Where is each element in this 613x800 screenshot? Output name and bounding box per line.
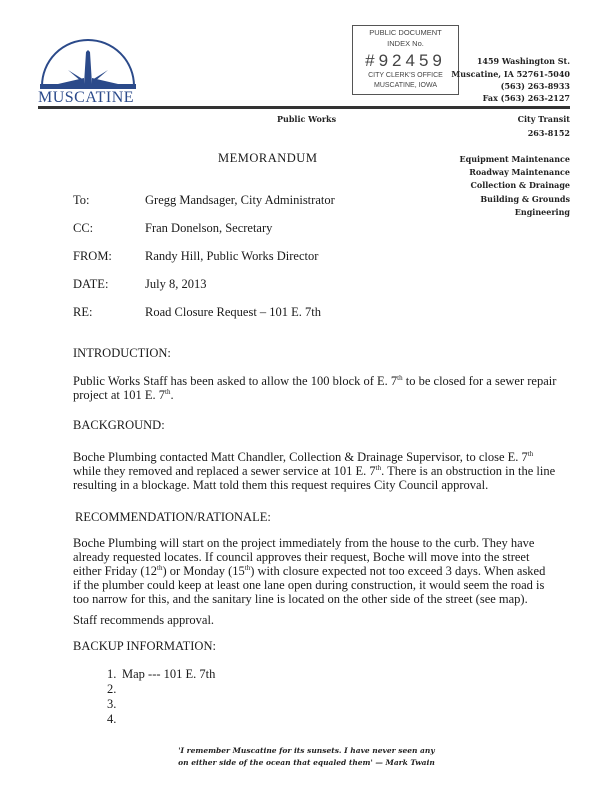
text: project at 101 E. 7 <box>73 388 165 402</box>
division: Collection & Drainage <box>470 180 570 190</box>
department-name: Public Works <box>277 114 337 124</box>
muscatine-logo-icon <box>38 34 138 94</box>
intro-line <box>73 374 556 389</box>
backup-item: Map --- 101 E. 7th <box>122 667 216 681</box>
background-line <box>73 464 555 479</box>
address-line: 1459 Washington St. <box>476 56 570 66</box>
stamp-line: PUBLIC DOCUMENT <box>369 28 442 37</box>
transit-label: City Transit <box>517 114 570 124</box>
intro-line <box>73 388 174 403</box>
field-label: FROM: <box>73 249 112 263</box>
phone: (563) 263-8933 <box>500 81 570 91</box>
transit-phone: 263-8152 <box>527 128 570 138</box>
header-rule <box>38 106 570 109</box>
backup-number: 1. <box>107 667 117 681</box>
date-value: July 8, 2013 <box>145 277 207 291</box>
text: while they removed and replaced a sewer service at 101 E. 7 <box>73 464 376 478</box>
address-line: Muscatine, IA 52761-5040 <box>451 69 570 79</box>
section-heading: INTRODUCTION: <box>73 346 171 360</box>
field-label: DATE: <box>73 277 109 291</box>
field-label: CC: <box>73 221 94 235</box>
section-heading: BACKUP INFORMATION: <box>73 639 216 653</box>
sup: th <box>527 450 534 458</box>
recommendation-line: already requested locates. If council approves their request, Boche will move into the street <box>73 550 530 564</box>
background-line: resulting in a blockage. Matt told them this request requires City Council approval. <box>73 478 489 492</box>
text: ) with closure expected not too exceed 3 days. When asked <box>250 564 546 578</box>
footer-quote: 'I remember Muscatine for its sunsets. I have never seen any <box>178 746 435 755</box>
fax: Fax (563) 263-2127 <box>482 93 570 103</box>
section-heading: RECOMMENDATION/RATIONALE: <box>75 510 271 524</box>
division: Equipment Maintenance <box>459 154 570 164</box>
field-label: RE: <box>73 305 93 319</box>
text: . There is an obstruction in the line <box>381 464 556 478</box>
backup-number: 2. <box>107 682 117 696</box>
recommendation-line: too narrow for this, and the sanitary line is located on the other side of the street (see map). <box>73 592 528 606</box>
re-value: Road Closure Request – 101 E. 7th <box>145 305 322 319</box>
sup: th <box>157 564 163 572</box>
division: Building & Grounds <box>480 194 570 204</box>
text: . <box>170 388 174 402</box>
staff-recommendation: Staff recommends approval. <box>73 613 215 627</box>
backup-number: 3. <box>107 697 117 711</box>
footer-quote: on either side of the ocean that equaled them' — Mark Twain <box>178 758 435 767</box>
division: Roadway Maintenance <box>469 167 570 177</box>
text: to be closed for a sewer repair <box>402 374 557 388</box>
stamp-index-number: #92459 <box>365 51 446 70</box>
sup: th <box>397 374 403 382</box>
text: Boche Plumbing contacted Matt Chandler, Collection & Drainage Supervisor, to close E. 7 <box>73 450 528 464</box>
sup: th <box>244 564 251 572</box>
sup: th <box>165 388 171 396</box>
text: either Friday (12 <box>73 564 158 578</box>
logo-text: MUSCATINE <box>38 89 135 106</box>
background-line <box>73 450 533 465</box>
section-heading: BACKGROUND: <box>73 418 165 432</box>
field-label: To: <box>73 193 90 207</box>
from-value: Randy Hill, Public Works Director <box>145 249 319 263</box>
sup: th <box>375 464 382 472</box>
stamp-line: INDEX No. <box>387 39 424 48</box>
recommendation-line: Boche Plumbing will start on the project immediately from the house to the curb. They have <box>73 536 535 550</box>
backup-number: 4. <box>107 712 117 726</box>
stamp-line: CITY CLERK'S OFFICE <box>368 72 443 79</box>
text: Public Works Staff has been asked to allow the 100 block of E. 7 <box>73 374 398 388</box>
division: Engineering <box>514 207 570 217</box>
recommendation-line: if the plumber could keep at least one lane open during construction, it would seem the road is <box>73 578 545 592</box>
stamp-line: MUSCATINE, IOWA <box>374 81 437 89</box>
cc-value: Fran Donelson, Secretary <box>145 221 273 235</box>
memo-title: MEMORANDUM <box>218 151 318 165</box>
public-document-stamp <box>352 25 459 95</box>
text: ) or Monday (15 <box>162 564 245 578</box>
to-value: Gregg Mandsager, City Administrator <box>145 193 335 207</box>
recommendation-line <box>73 564 545 579</box>
